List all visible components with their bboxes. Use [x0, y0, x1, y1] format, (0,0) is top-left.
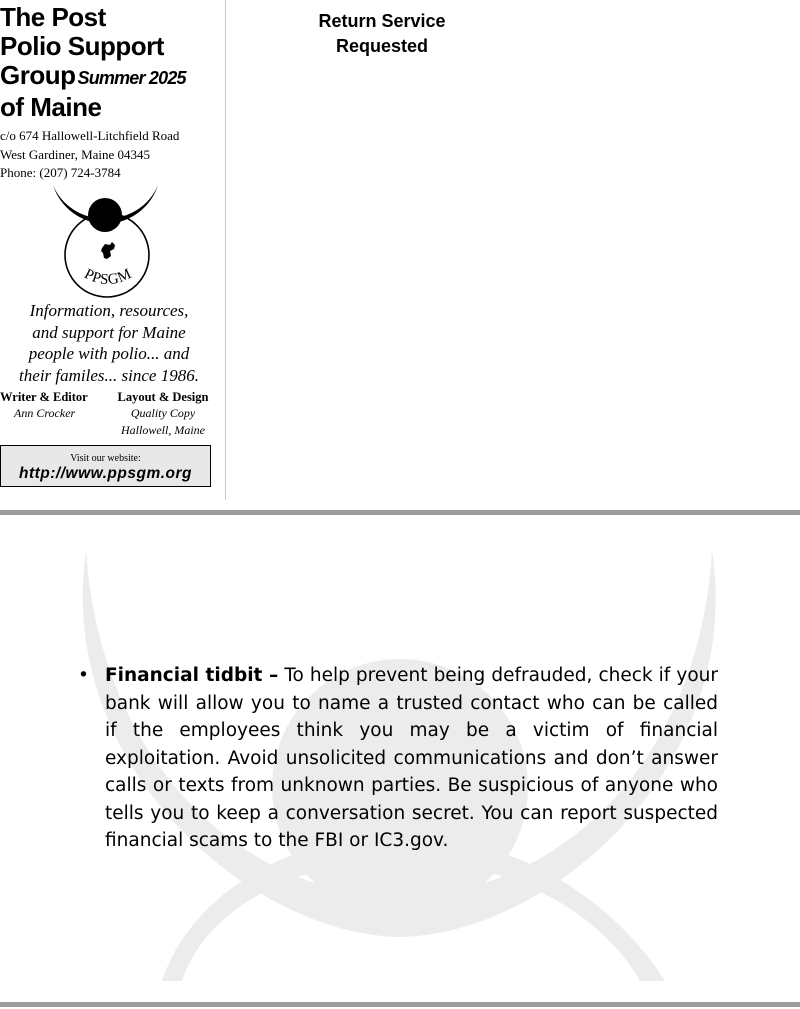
org-title-line: The Post	[0, 2, 106, 32]
return-service-notice	[310, 9, 454, 59]
design-name: Quality Copy	[130, 406, 196, 420]
bullet-marker: •	[78, 665, 89, 686]
tagline-line: and support for Maine	[32, 322, 186, 342]
design-location: Hallowell, Maine	[121, 423, 205, 437]
financial-tidbit	[78, 662, 718, 855]
issue-season: Summer 2025	[77, 68, 186, 88]
maine-silhouette-icon	[101, 242, 115, 259]
writer-role: Writer & Editor	[0, 390, 88, 404]
website-box	[0, 445, 211, 487]
masthead-panel	[0, 0, 225, 500]
tidbit-paragraph	[105, 662, 718, 855]
writer-name: Ann Crocker	[14, 406, 76, 420]
mailing-address	[0, 127, 179, 183]
tagline	[0, 300, 218, 386]
panel-divider	[225, 0, 226, 500]
org-title-line: of Maine	[0, 92, 102, 122]
return-service-line: Return Service	[318, 11, 446, 31]
tidbit-lead: Financial tidbit –	[105, 665, 279, 686]
tagline-line: people with polio... and	[28, 344, 190, 363]
tagline-line: Information, resources,	[29, 301, 189, 320]
phone-line: Phone: (207) 724-3784	[0, 165, 121, 180]
tagline-line: their familes... since 1986.	[19, 365, 199, 385]
writer-credit	[0, 389, 88, 422]
address-line: West Gardiner, Maine 04345	[0, 146, 151, 162]
return-service-line: Requested	[335, 36, 429, 56]
org-title-line: Group	[0, 60, 76, 90]
ppsgm-logo	[40, 180, 174, 298]
design-credit	[112, 389, 214, 439]
tidbit-body: To help prevent being defrauded, check if your bank will allow you to name a trusted contact who can be called if the employees think you may be a victim of financial exploitation. Avoid unsolicited communications and don’t answer calls or texts from unknown parties. Be suspicious of anyone who tells you to keep a conversation secret. You can report suspected financial scams to the FBI or IC3.gov.	[105, 665, 718, 851]
website-visit-label: Visit our website:	[70, 453, 141, 464]
address-line: c/o 674 Hallowell-Litchfield Road	[0, 128, 180, 143]
horizontal-rule-bottom	[0, 1002, 800, 1007]
design-role: Layout & Design	[117, 390, 209, 404]
website-url-link[interactable]: http://www.ppsgm.org	[18, 465, 192, 482]
logo-text: PPSGM	[81, 265, 135, 289]
org-title-line: Polio Support	[0, 31, 164, 61]
org-title	[0, 3, 186, 122]
